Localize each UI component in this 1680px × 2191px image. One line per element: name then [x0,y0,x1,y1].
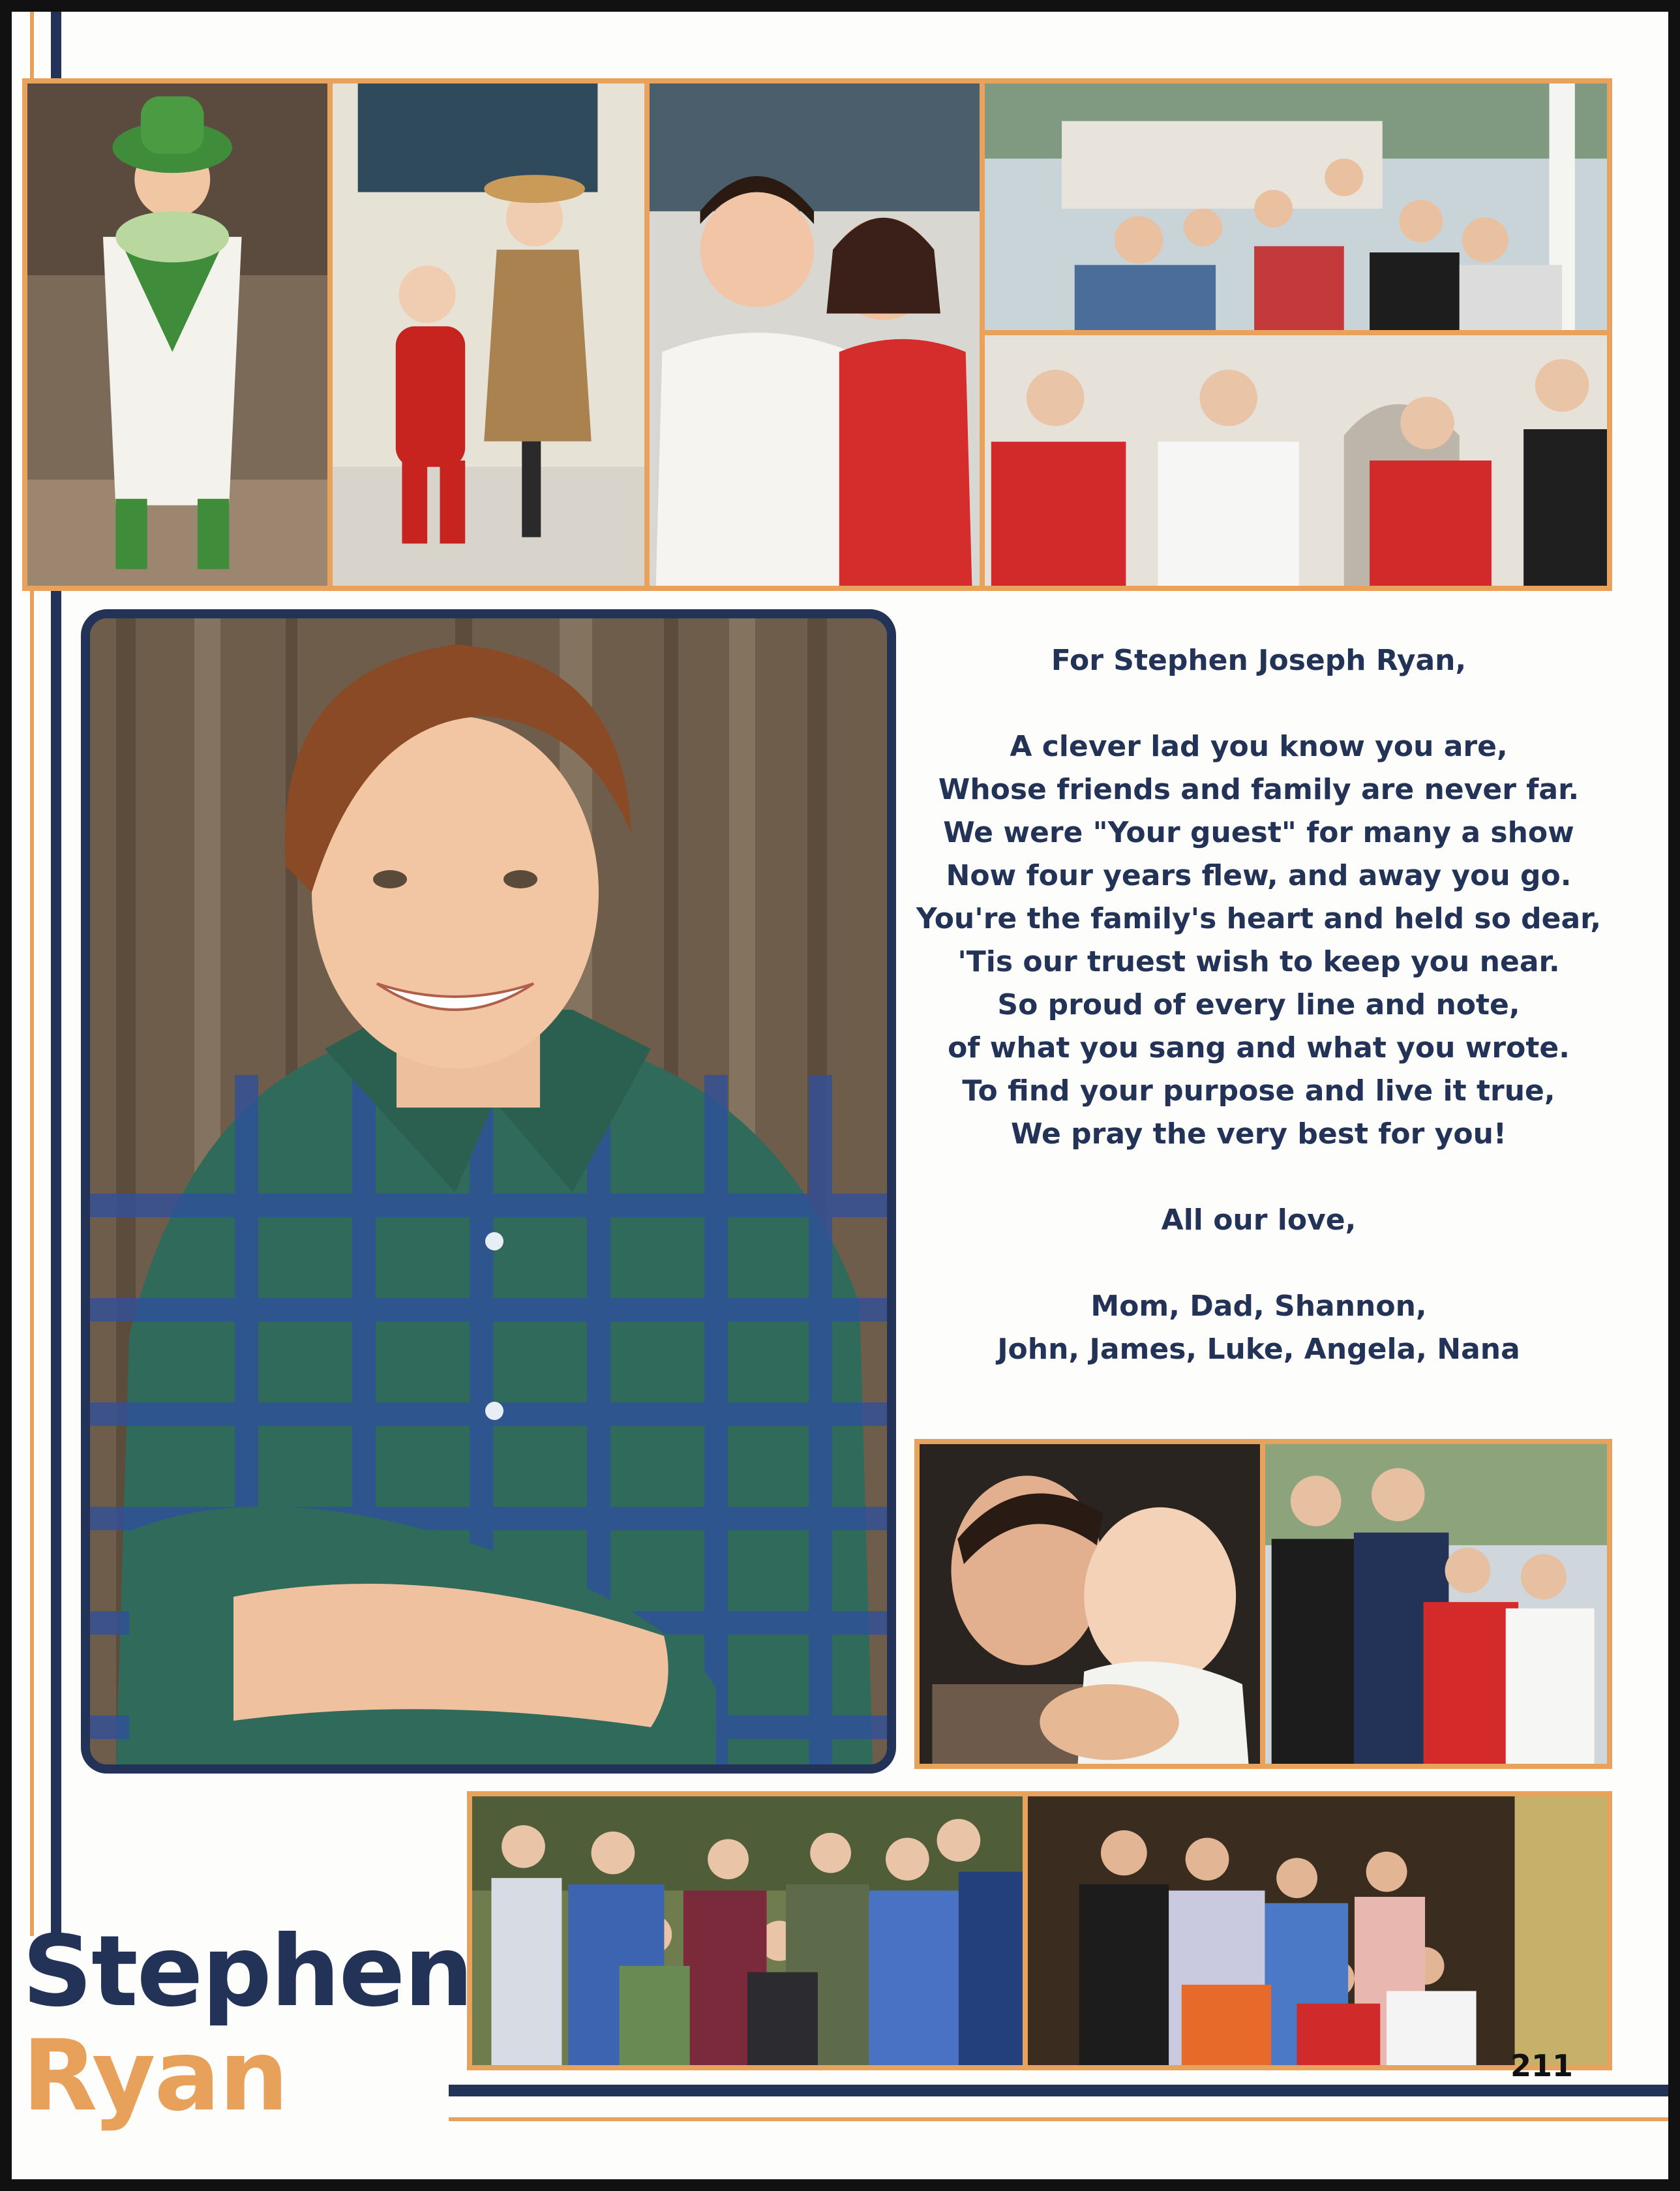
poem-line: We pray the very best for you! [1011,1117,1507,1151]
photo-child-shamrock-costume [22,78,333,591]
poem-signature-line-2: John, James, Luke, Angela, Nana [997,1333,1520,1366]
poem-signature-line-1: Mom, Dad, Shannon, [1090,1290,1427,1323]
photo-extended-family [467,1791,1028,2070]
poem-line: We were "Your guest" for many a show [943,816,1574,849]
poem-line: You're the family's heart and held so dear, [916,902,1602,935]
senior-portrait-photo [81,609,896,1774]
dedication-poem [900,639,1617,1371]
photo-family-gathering-indoors [1023,1791,1612,2070]
poem-line: 'Tis our truest wish to keep you near. [957,945,1560,978]
poem-line: To find your purpose and live it true, [962,1074,1555,1108]
student-last-name: Ryan [22,2019,288,2133]
photo-teen-with-mother [644,78,985,591]
photo-boys-with-grandfather [1260,1439,1612,1769]
poem-line: A clever lad you know you are, [1010,730,1508,763]
poem-line: So proud of every line and note, [997,988,1520,1021]
poem-line: Now four years flew, and away you go. [946,859,1572,892]
photo-group-with-adult [980,330,1612,591]
poem-line: Whose friends and family are never far. [938,773,1580,806]
bottom-navy-rule [449,2085,1668,2096]
poem-line: of what you sang and what you wrote. [948,1031,1570,1065]
photo-children-devil-cowgirl-costumes [327,78,650,591]
poem-closing: All our love, [1161,1203,1357,1237]
page-number: 211 [1510,2048,1574,2083]
photo-father-with-baby [914,1439,1265,1769]
photo-group-of-friends-cheering [980,78,1612,335]
student-first-name: Stephen [22,1915,473,2029]
poem-heading: For Stephen Joseph Ryan, [1051,644,1467,677]
bottom-orange-rule [449,2117,1668,2121]
